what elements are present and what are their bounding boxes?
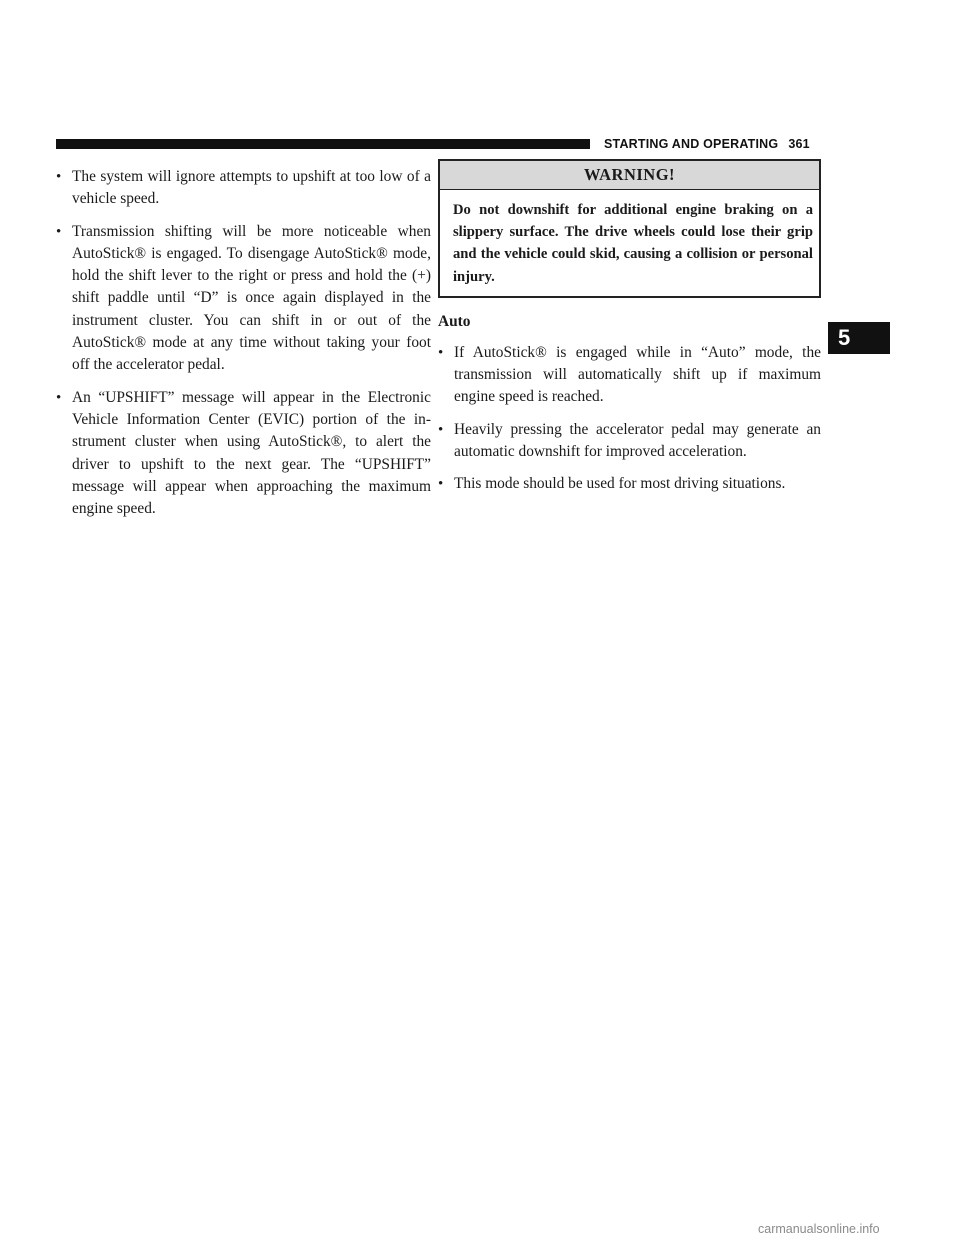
list-item: • Transmission shifting will be more noticeable when AutoStick® is engaged. To disengage AutoStick® mode, hold the shift lever to the right or press and hold the (+) shift paddle until “D” is once again displayed in the instrument cluster. You can shift in or out of the AutoStick® mode at any time without taking your foot off the accelerator pedal. <box>56 222 431 374</box>
list-item: • The system will ignore attempts to upshift at too low of a vehicle speed. <box>56 168 431 208</box>
warning-text: Do not downshift for additional engine braking on a slippery surface. The drive wheels could lose their grip and the vehicle could skid, causing a collision or personal injury. <box>453 202 813 285</box>
chapter-tab: 5 <box>828 322 890 354</box>
list-item: • An “UPSHIFT” message will appear in the Electronic Vehicle Information Center (EVIC) portion of the in-strument cluster when using AutoStick®, to alert the driver to upshift to the next gear. The “UPSHIFT” message will appear when approaching the maximum engine speed. <box>56 388 431 518</box>
left-column <box>56 166 431 530</box>
left-bullet-list <box>56 166 431 520</box>
bullet-icon: • <box>438 476 444 493</box>
list-item: • This mode should be used for most driving situations. <box>438 473 821 495</box>
list-item: • Heavily pressing the accelerator pedal may generate an automatic downshift for improved acceleration. <box>438 420 821 460</box>
page-number: 361 <box>788 137 810 151</box>
warning-title: WARNING! <box>440 161 819 190</box>
right-bullet-list <box>438 342 821 496</box>
bullet-icon: • <box>56 223 62 240</box>
header-rule <box>56 139 590 149</box>
list-item: • If AutoStick® is engaged while in “Auto” mode, the transmission will automatically shift up if maximum engine speed is reached. <box>438 343 821 406</box>
warning-box <box>438 159 821 298</box>
right-column <box>438 159 821 506</box>
section-heading: Auto <box>438 312 471 330</box>
bullet-icon: • <box>438 344 444 361</box>
running-header <box>604 137 810 151</box>
watermark: carmanualsonline.info <box>758 1222 880 1236</box>
section-title: STARTING AND OPERATING <box>604 137 779 151</box>
bullet-icon: • <box>56 169 62 185</box>
bullet-icon: • <box>438 421 444 438</box>
bullet-icon: • <box>56 389 62 406</box>
